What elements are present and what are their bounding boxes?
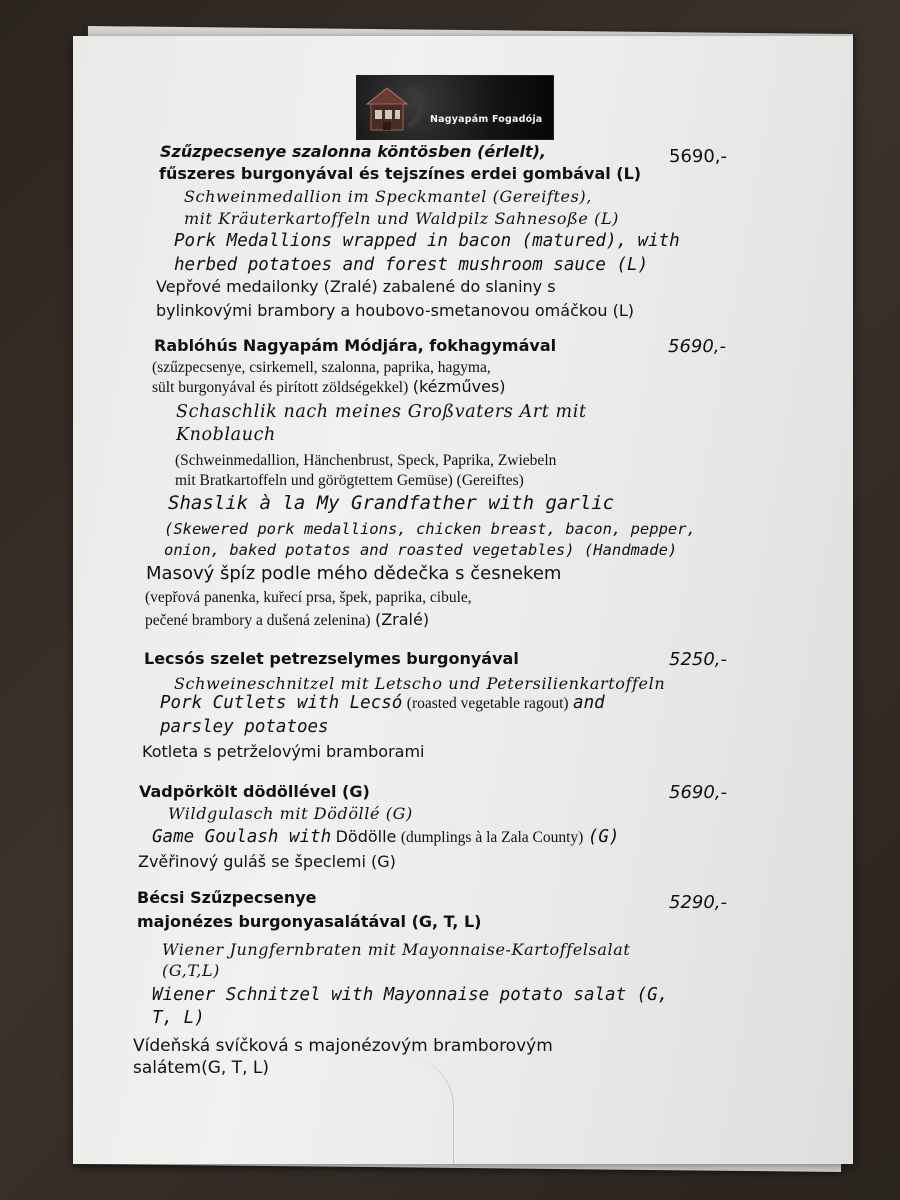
- item4-en-note: (dumplings à la Zala County): [400, 829, 584, 846]
- item3-cz-line1: Kotleta s petrželovými bramborami: [142, 742, 425, 761]
- item3-hu-title: Lecsós szelet petrezselymes burgonyával: [144, 649, 519, 668]
- item1-hu-line2: fűszeres burgonyával és tejszínes erdei gombával (L): [159, 164, 642, 183]
- item4-de-line1: Wildgulasch mit Dödöllé (G): [168, 804, 413, 823]
- item2-cz-desc2: pečené brambory a dušená zelenina): [145, 612, 371, 629]
- item4-hu-title: Vadpörkölt dödöllével (G): [139, 782, 370, 801]
- item5-de-line2: (G,T,L): [162, 961, 221, 980]
- item1-hu-line1: Szűzpecsenye szalonna köntösben (érlelt),: [160, 142, 546, 161]
- item3-en-note: (roasted vegetable ragout): [406, 695, 569, 712]
- item2-hu-desc2: sült burgonyával és pirított zöldségekkel): [152, 379, 409, 396]
- item2-en-title: Shaslik à la My Grandfather with garlic: [168, 492, 615, 514]
- item2-de-line2: Knoblauch: [176, 425, 276, 445]
- item4-en-dodolle: Dödölle: [335, 827, 397, 846]
- item4-cz-line1: Zvěřinový guláš se špeclemi (G): [138, 852, 396, 871]
- item4-price: 5690,-: [669, 782, 728, 803]
- item2-cz-desc1: (vepřová panenka, kuřecí prsa, špek, paprika, cibule,: [145, 589, 472, 606]
- item2-de-line1: Schaschlik nach meines Großvaters Art mit: [176, 402, 587, 422]
- item1-en-line1: Pork Medallions wrapped in bacon (matured), with: [174, 231, 680, 251]
- item2-price: 5690,-: [668, 336, 727, 357]
- inn-building-icon: [363, 82, 427, 134]
- item2-en-desc2: onion, baked potatos and roasted vegetables) (Handmade): [164, 541, 678, 559]
- paper-fold-crease: [403, 1056, 454, 1166]
- item1-de-line2: mit Kräuterkartoffeln und Waldpilz Sahnesoße (L): [184, 209, 620, 228]
- item5-cz-line2: salátem(G, T, L): [133, 1058, 270, 1078]
- item4-en-allergen: (G): [587, 827, 620, 847]
- item5-hu-line1: Bécsi Szűzpecsenye: [137, 888, 317, 907]
- item5-price: 5290,-: [669, 892, 728, 913]
- item2-en-desc1: (Skewered pork medallions, chicken breast, bacon, pepper,: [164, 520, 696, 538]
- item2-hu-title: Rablóhús Nagyapám Módjára, fokhagymával: [154, 336, 557, 355]
- item2-hu-handmade: (kézműves): [412, 377, 506, 396]
- item2-hu-desc1: (szűzpecsenye, csirkemell, szalonna, paprika, hagyma,: [152, 359, 491, 376]
- item4-en-main: Game Goulash with: [152, 827, 332, 847]
- item1-de-line1: Schweinmedallion im Speckmantel (Gereiftes),: [184, 187, 592, 206]
- item2-de-desc2: mit Bratkartoffeln und görögtettem Gemüse) (Gereiftes): [175, 472, 524, 489]
- item1-en-line2: herbed potatoes and forest mushroom sauce (L): [174, 255, 649, 275]
- item5-hu-line2: majonézes burgonyasalátával (G, T, L): [137, 912, 482, 931]
- item3-en-line1-row: [160, 693, 605, 713]
- item3-en-main: Pork Cutlets with Lecsó: [160, 693, 403, 713]
- menu-page: [73, 36, 853, 1164]
- item3-en-and: and: [573, 693, 605, 713]
- item2-cz-aged: (Zralé): [374, 610, 430, 629]
- item3-price: 5250,-: [669, 649, 728, 670]
- item1-cz-line2: bylinkovými brambory a houbovo-smetanovou omáčkou (L): [156, 301, 634, 320]
- item1-price: 5690,-: [669, 146, 728, 167]
- item5-cz-line1: Vídeňská svíčková s majonézovým bramborovým: [133, 1036, 553, 1056]
- restaurant-logo: [356, 75, 554, 140]
- item4-en-row: [152, 827, 619, 847]
- item5-de-line1: Wiener Jungfernbraten mit Mayonnaise-Kartoffelsalat: [162, 940, 631, 959]
- item2-cz-title: Masový špíz podle mého dědečka s česnekem: [146, 563, 562, 584]
- item2-cz-desc2-row: [145, 610, 429, 630]
- item1-cz-line1: Vepřové medailonky (Zralé) zabalené do slaniny s: [156, 277, 556, 296]
- item2-de-desc1: (Schweinmedallion, Hänchenbrust, Speck, Paprika, Zwiebeln: [175, 452, 557, 469]
- item5-en-line2: T, L): [152, 1008, 205, 1028]
- item2-hu-desc2-row: [152, 377, 506, 397]
- logo-text: Nagyapám Fogadója: [430, 114, 543, 125]
- item3-en-line2: parsley potatoes: [160, 717, 329, 737]
- item3-de-line1: Schweineschnitzel mit Letscho und Petersilienkartoffeln: [174, 674, 666, 693]
- item5-en-line1: Wiener Schnitzel with Mayonnaise potato salat (G,: [152, 985, 669, 1005]
